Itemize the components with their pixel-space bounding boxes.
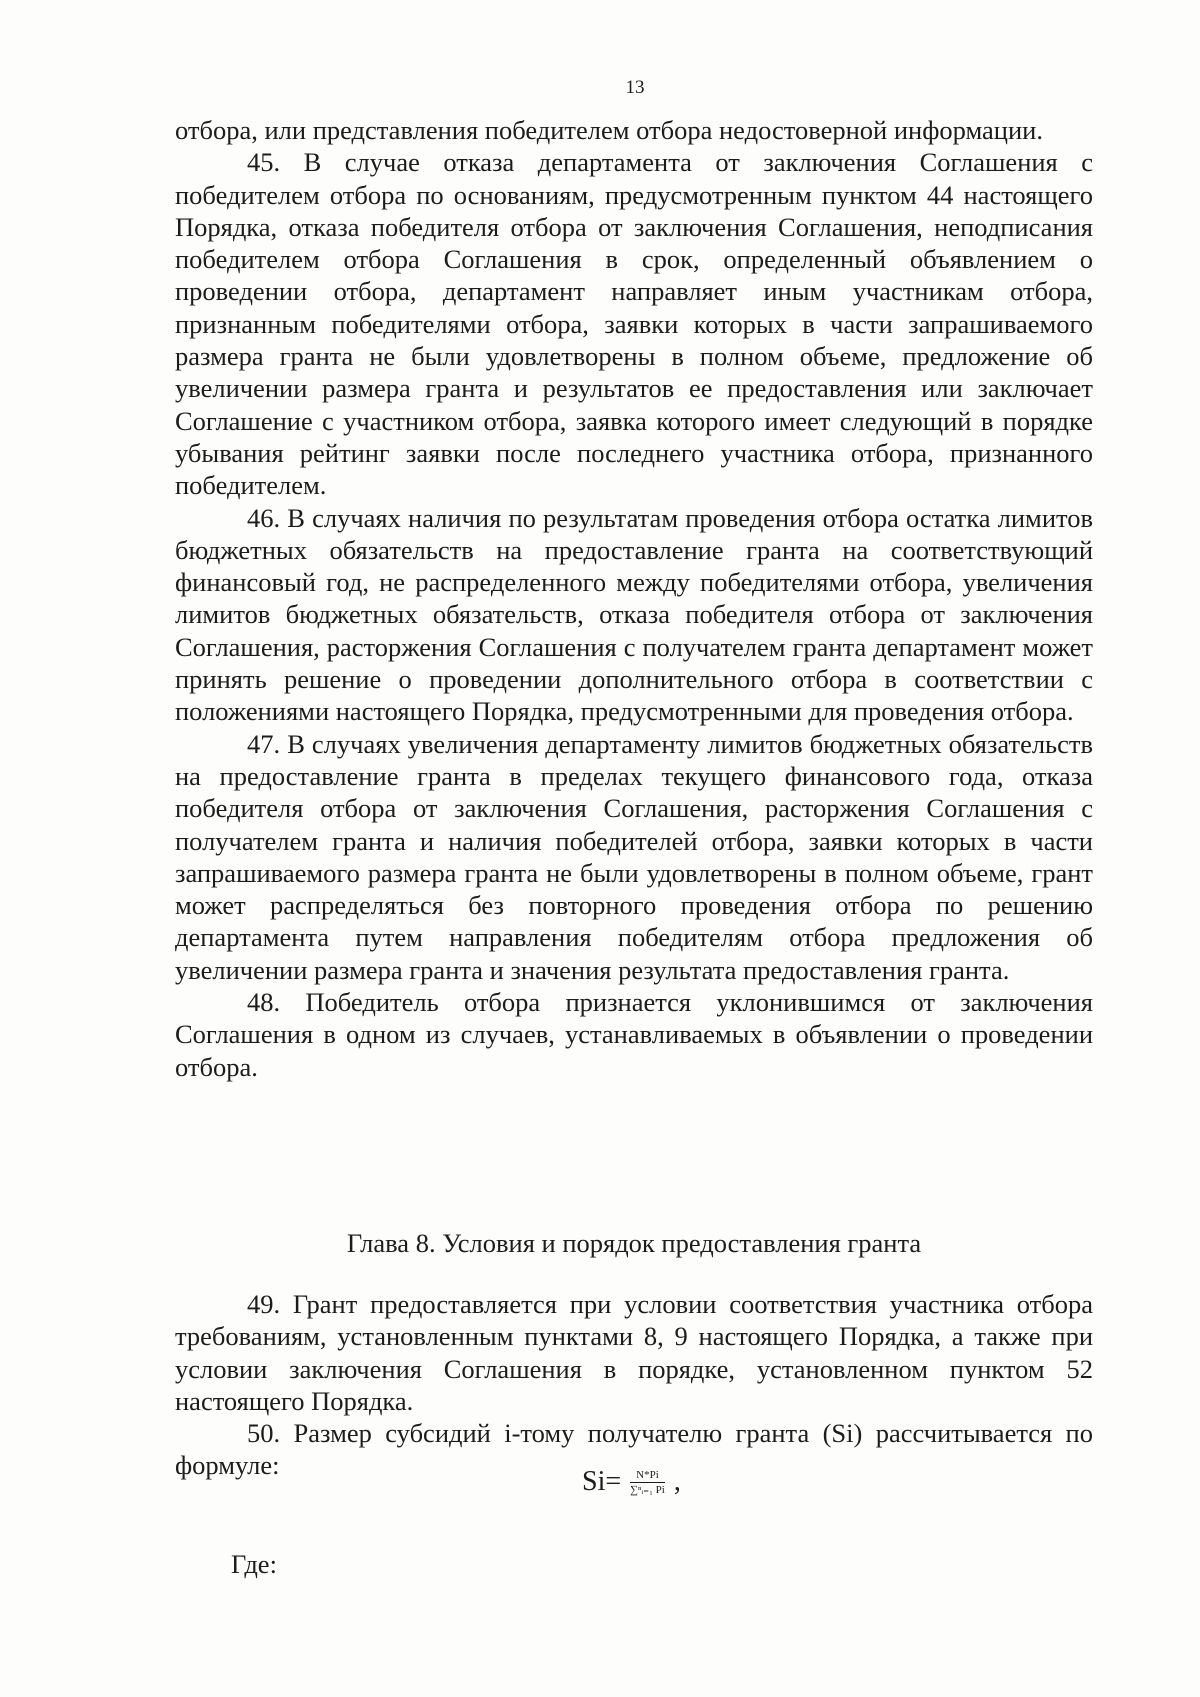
paragraph-46: 46. В случаях наличия по результатам проведения отбора остатка лимитов бюджетных обязательств на предоставление гранта на соответствующий финансовый год, не распределенного между победителями отбора, увеличения лимитов бюджетных обязательств, отказа победителя отбора от заключения Соглашения, расторжения Соглашения с получателем гранта департамент может принять решение о проведении дополнительного отбора в соответствии с положениями настоящего Порядка, предусмотренными для проведения отбора.: [175, 502, 1093, 727]
where-label: Где:: [231, 1549, 277, 1579]
chapter-heading: Глава 8. Условия и порядок предоставления гранта: [346, 1228, 922, 1258]
paragraph-50: 50. Размер субсидий i-тому получателю гранта (Si) рассчитывается по формуле:: [175, 1418, 1093, 1481]
formula-fraction: [626, 1468, 669, 1497]
paragraph-47: 47. В случаях увеличения департаменту лимитов бюджетных обязательств на предоставление гранта в пределах текущего финансового года, отказа победителя отбора от заключения Соглашения, расторжения Соглашения с получателем гранта и наличия победителей отбора, заявки которых в части запрашиваемого размера гранта не были удовлетворены в полном объеме, грант может распределяться без повторного проведения отбора по решению департамента путем направления победителям отбора предложения об увеличении размера гранта и значения результата предоставления гранта.: [175, 728, 1093, 985]
formula-lhs: Si=: [582, 1466, 622, 1497]
grant-size-formula: [582, 1466, 681, 1498]
continuation-paragraph: отбора, или представления победителем отбора недостоверной информации.: [175, 115, 1043, 145]
paragraph-48: 48. Победитель отбора признается уклонившимся от заключения Соглашения в одном из случаев, устанавливаемых в объявлении о проведении отбора.: [175, 987, 1093, 1082]
paragraph-45: 45. В случае отказа департамента от заключения Соглашения с победителем отбора по основаниям, предусмотренным пунктом 44 настоящего Порядка, отказа победителя отбора от заключения Соглашения, неподписания победителем отбора Соглашения в срок, определенный объявлением о проведении отбора, департамент направляет иным участникам отбора, признанным победителями отбора, заявки которых в части запрашиваемого размера гранта не были удовлетворены в полном объеме, предложение об увеличении размера гранта и результатов ее предоставления или заключает Соглашение с участником отбора, заявка которого имеет следующий в порядке убывания рейтинг заявки после последнего участника отбора, признанного победителем.: [175, 147, 1093, 501]
formula-numerator: N*Pi: [630, 1468, 665, 1483]
document-body: [175, 114, 1093, 1083]
formula-comma: ,: [673, 1466, 681, 1497]
formula-denominator: ∑ⁿᵢ₌₁ Pi: [630, 1483, 665, 1496]
paragraph-49: 49. Грант предоставляется при условии соответствия участника отбора требованиям, установленным пунктами 8, 9 настоящего Порядка, а также при условии заключения Соглашения в порядке, установленном пунктом 52 настоящего Порядка.: [175, 1289, 1093, 1416]
document-body-chapter-8: [175, 1288, 1093, 1482]
page-number: 13: [625, 77, 645, 98]
